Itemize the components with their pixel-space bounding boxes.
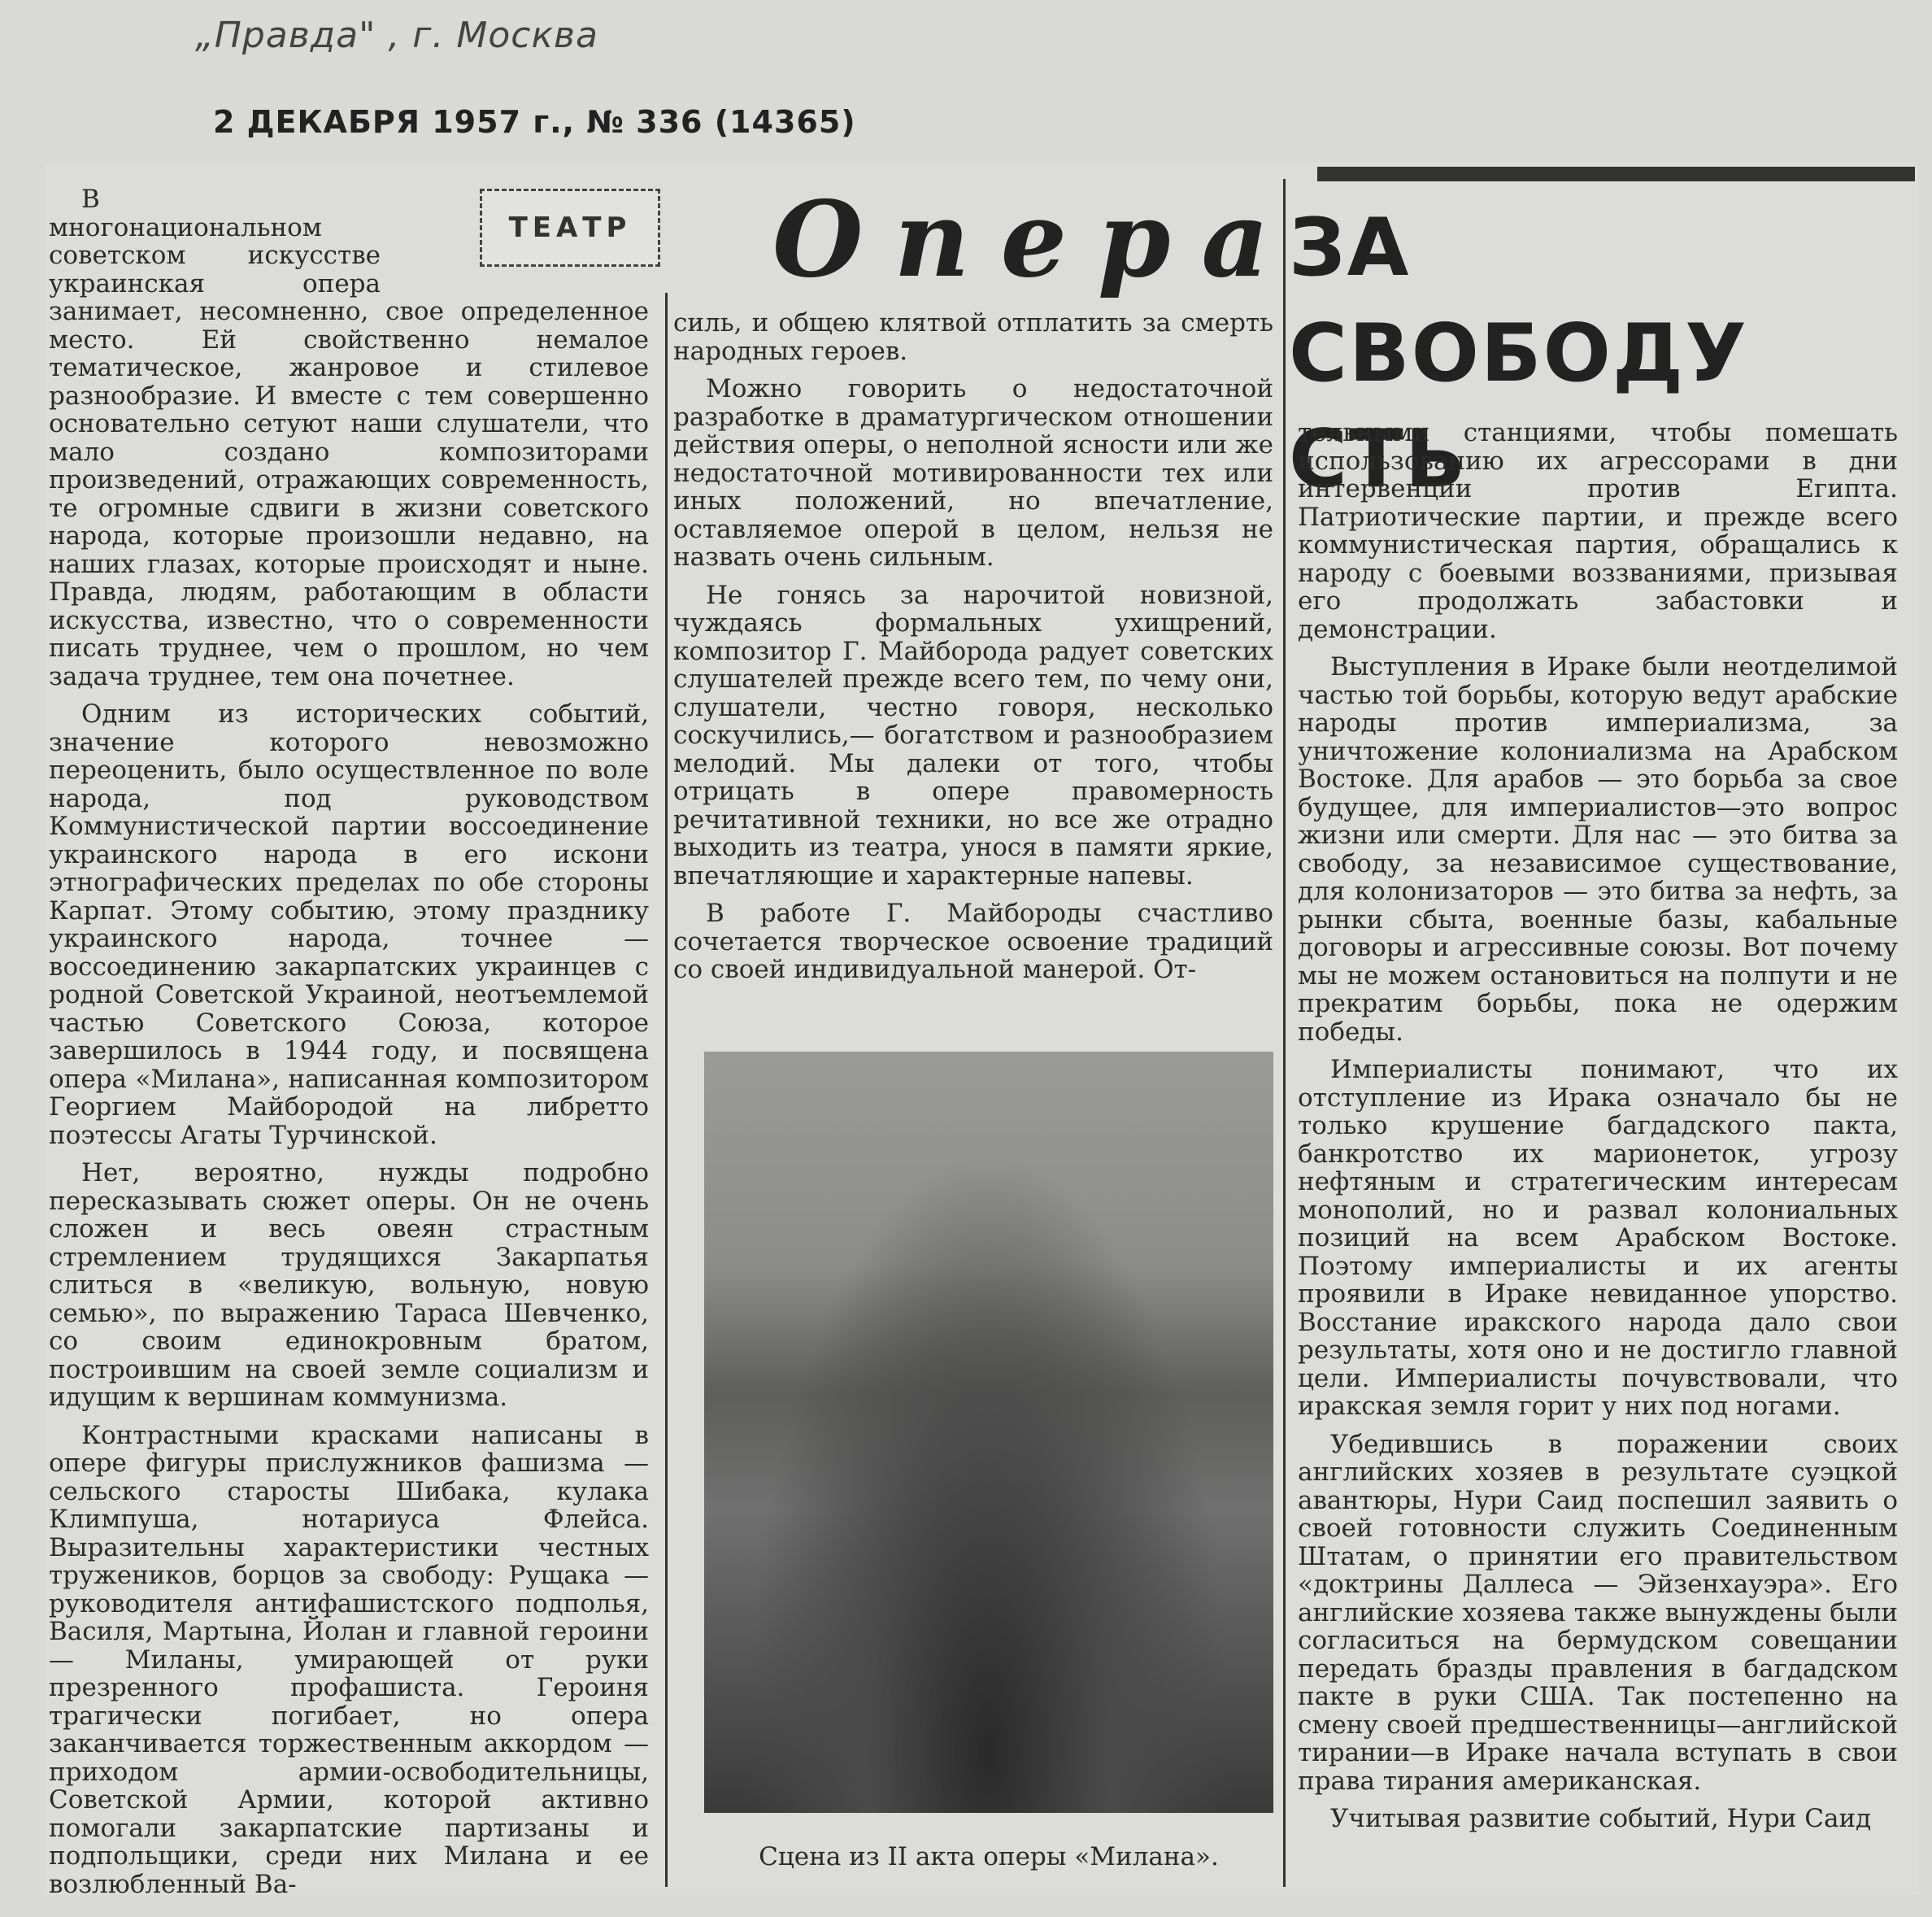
paragraph: Не гонясь за нарочитой новизной, чуждаясь формальных ухищрений, композитор Г. Майборода радует советских слушателей прежде всего тем, по чему они, слушатели, честно говоря, несколько соскучились,— богатством и разнообразием мелодий. Мы далеки от того, чтобы отрицать в опере правомерность речитативной техники, но все же отрадно выходить из театра, унося в памяти яркие, впечатляющие и характерные напевы. [673,580,1273,891]
paragraph: Выступления в Ираке были неотделимой частью той борьбы, которую ведут арабские народы против империализма, за уничтожение колониализма на Арабском Востоке. Для арабов — это борьба за свое будущее, для империалистов—это вопрос жизни или смерти. Для нас — это битва за свободу, за независимое существование, для колонизаторов — это битва за нефть, за рынки сбыта, военные базы, кабальные договоры и агрессивные союзы. Вот почему мы не можем остановиться на полпути и не прекратим борьбы, пока не одержим победы. [1298,652,1898,1047]
handwritten-source-note: „Правда" , г. Москва [195,15,598,56]
paragraph: В работе Г. Майбороды счастливо сочетается творческое освоение традиций со своей индивидуальной манерой. От- [673,899,1273,984]
paragraph: Учитывая развитие событий, Нури Саид [1330,1804,1872,1833]
article-headline: Опера [772,179,1300,301]
section-label: ТЕАТР [480,189,660,267]
column-rule-1 [665,293,668,1887]
paragraph: тельными станциями, чтобы помешать использованию их агрессорами в дни интервенции против Египта. Патриотические партии, и прежде всего коммунистическая партия, обращались к народу с боевыми воззваниями, призывая его продолжать забастовки и демонстрации. [1298,418,1898,644]
right-headline-line-1: ЗА СВОБОДУ [1289,202,1748,400]
paragraph: Нет, вероятно, нужды подробно пересказывать сюжет оперы. Он не очень сложен и весь овеян страстным стремлением трудящихся Закарпатья слиться в «великую, вольную, новую семью», по выражению Тараса Шевченко, со своим единокровным братом, построившим на своей земле социализм и идущим к вершинам коммунизма. [49,1158,649,1412]
right-headline-line-2: СТЬ [1289,413,1468,506]
article-column-3 [1298,419,1898,1843]
column-top-rule [1317,167,1915,181]
photo-caption: Сцена из II акта оперы «Милана». [759,1842,1219,1871]
opera-scene-photo [704,1052,1273,1813]
article-column-2 [673,309,1273,994]
article-column-1 [49,185,649,1908]
paragraph: Убедившись в поражении своих английских хозяев в результате суэцкой авантюры, Нури Саид поспешил заявить о своей готовности служить Соединенным Штатам, о принятии его правительством «доктрины Даллеса — Эйзенхауэра». Его английские хозяева также вынуждены были согласиться на бермудском совещании передать бразды правления в багдадском пакте в руки США. Так постепенно на смену своей предшественницы—английской тирании—в Ираке начала вступать в свои права тирания американская. [1298,1429,1898,1796]
paragraph: Одним из исторических событий, значение которого невозможно переоценить, было осуществленное по воле народа, под руководством Коммунистической партии воссоединение украинского народа в его искони этнографических пределах по обе стороны Карпат. Этому событию, этому празднику украинского народа, точнее — воссоединению закарпатских украинцев с родной Советской Украиной, неотъемлемой частью Советского Союза, которое завершилось в 1944 году, и посвящена опера «Милана», написанная композитором Георгием Майбородой на либретто поэтессы Агаты Турчинской. [49,699,649,1150]
column-rule-2 [1283,179,1286,1887]
paragraph: Контрастными красками написаны в опере фигуры прислужников фашизма — сельского старосты Шибака, кулака Климпуша, нотариуса Флейса. Выразительны характеристики честных тружеников, борцов за свободу: Рущака — руководителя антифашистского подполья, Василя, Мартына, Йолан и главной героини — Миланы, умирающей от руки презренного профашиста. Героиня трагически погибает, но опера заканчивается торжественным аккордом — приходом армии-освободительницы, Советской Армии, которой активно помогали закарпатские партизаны и подпольщики, среди них Милана и ее возлюбленный Ва- [49,1420,649,1899]
paragraph: Империалисты понимают, что их отступление из Ирака означало бы не только крушение багдадского пакта, банкротство их марионеток, угрозу нефтяным и стратегическим интересам монополий, но и развал колониальных позиций на всем Арабском Востоке. Поэтому империалисты и их агенты проявили в Ираке невиданное упорство. Восстание иракского народа дало свои результаты, хотя оно и не достигло главной цели. Империалисты почувствовали, что иракская земля горит у них под ногами. [1298,1055,1898,1421]
paragraph: Можно говорить о недостаточной разработке в драматургическом отношении действия оперы, о неполной ясности или же недостаточной мотивированности тех или иных положений, но впечатление, оставляемое оперой в целом, нельзя не назвать очень сильным. [673,374,1273,572]
paragraph: В многонациональном советском искусстве украинская опера занимает, несомненно, свое определенное место. Ей свойственно немалое тематическое, жанровое и стилевое разнообразие. И вместе с тем совершенно основательно сетуют наши слушатели, что мало создано композиторами произведений, отражающих современность, те огромные сдвиги в жизни советского народа, которые произошли недавно, на наших глазах, которые происходят и ныне. Правда, людям, работающим в области искусства, известно, что о современности писать труднее, чем о прошлом, но чем задача труднее, тем она почетнее. [49,185,649,691]
issue-dateline: 2 ДЕКАБРЯ 1957 г., № 336 (14365) [213,104,856,140]
paragraph: силь, и общею клятвой отплатить за смерть народных героев. [673,308,1273,366]
